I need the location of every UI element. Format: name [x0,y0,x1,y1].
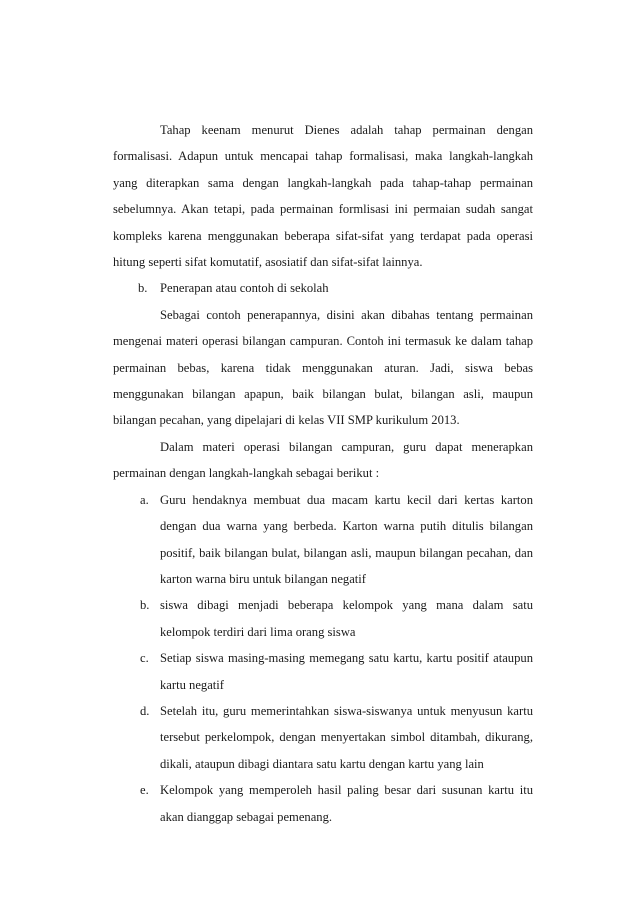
list-item [113,645,533,698]
list-item-marker: a. [140,492,149,507]
list-item-text: Setiap siswa masing-masing memegang satu kartu, kartu positif ataupun kartu negatif [160,651,533,692]
document-page [113,117,533,830]
section-b-title: Penerapan atau contoh di sekolah [160,281,329,296]
section-b-paragraph-1: Sebagai contoh penerapannya, disini akan dibahas tentang permainan mengenai materi operasi bilangan campuran. Contoh ini termasuk ke dalam tahap permainan bebas, karena tidak menggunakan aturan. Jadi, siswa bebas menggunakan bilangan apapun, baik bilangan bulat, bilangan asli, maupun bilangan pecahan, yang dipelajari di kelas VII SMP kurikulum 2013. [113,307,533,428]
steps-list [113,487,533,830]
list-item [113,698,533,777]
section-b-paragraph-2: Dalam materi operasi bilangan campuran, guru dapat menerapkan permainan dengan langkah-langkah sebagai berikut : [113,439,533,481]
list-item-marker: b. [140,598,150,613]
list-item [113,592,533,645]
list-item-text: Setelah itu, guru memerintahkan siswa-siswanya untuk menyusun kartu tersebut perkelompok, dengan menyertakan simbol ditambah, dikurang, dikali, ataupun dibagi diantara satu kartu dengan kartu yang lain [160,703,533,771]
list-item-text: Kelompok yang memperoleh hasil paling besar dari susunan kartu itu akan dianggap sebagai pemenang. [160,783,533,824]
intro-paragraph: Tahap keenam menurut Dienes adalah tahap permainan dengan formalisasi. Adapun untuk mencapai tahap formalisasi, maka langkah-langkah yang diterapkan sama dengan langkah-langkah pada tahap-tahap permainan sebelumnya. Akan tetapi, pada permainan formlisasi ini permaian sudah sangat kompleks karena menggunakan beberapa sifat-sifat yang terdapat pada operasi hitung seperti sifat komutatif, asosiatif dan sifat-sifat lainnya. [113,123,533,270]
list-item-marker: c. [140,651,149,666]
list-item [113,777,533,830]
list-item-marker: d. [140,703,150,718]
list-item-marker: e. [140,783,149,798]
list-item-text: Guru hendaknya membuat dua macam kartu kecil dari kertas karton dengan dua warna yang berbeda. Karton warna putih ditulis bilangan positif, baik bilangan bulat, bilangan asli, maupun bilangan pecahan, dan karton warna biru untuk bilangan negatif [160,492,533,586]
list-item [113,487,533,593]
section-b-heading [113,275,533,301]
section-b-marker: b. [138,281,148,296]
list-item-text: siswa dibagi menjadi beberapa kelompok yang mana dalam satu kelompok terdiri dari lima orang siswa [160,598,533,639]
